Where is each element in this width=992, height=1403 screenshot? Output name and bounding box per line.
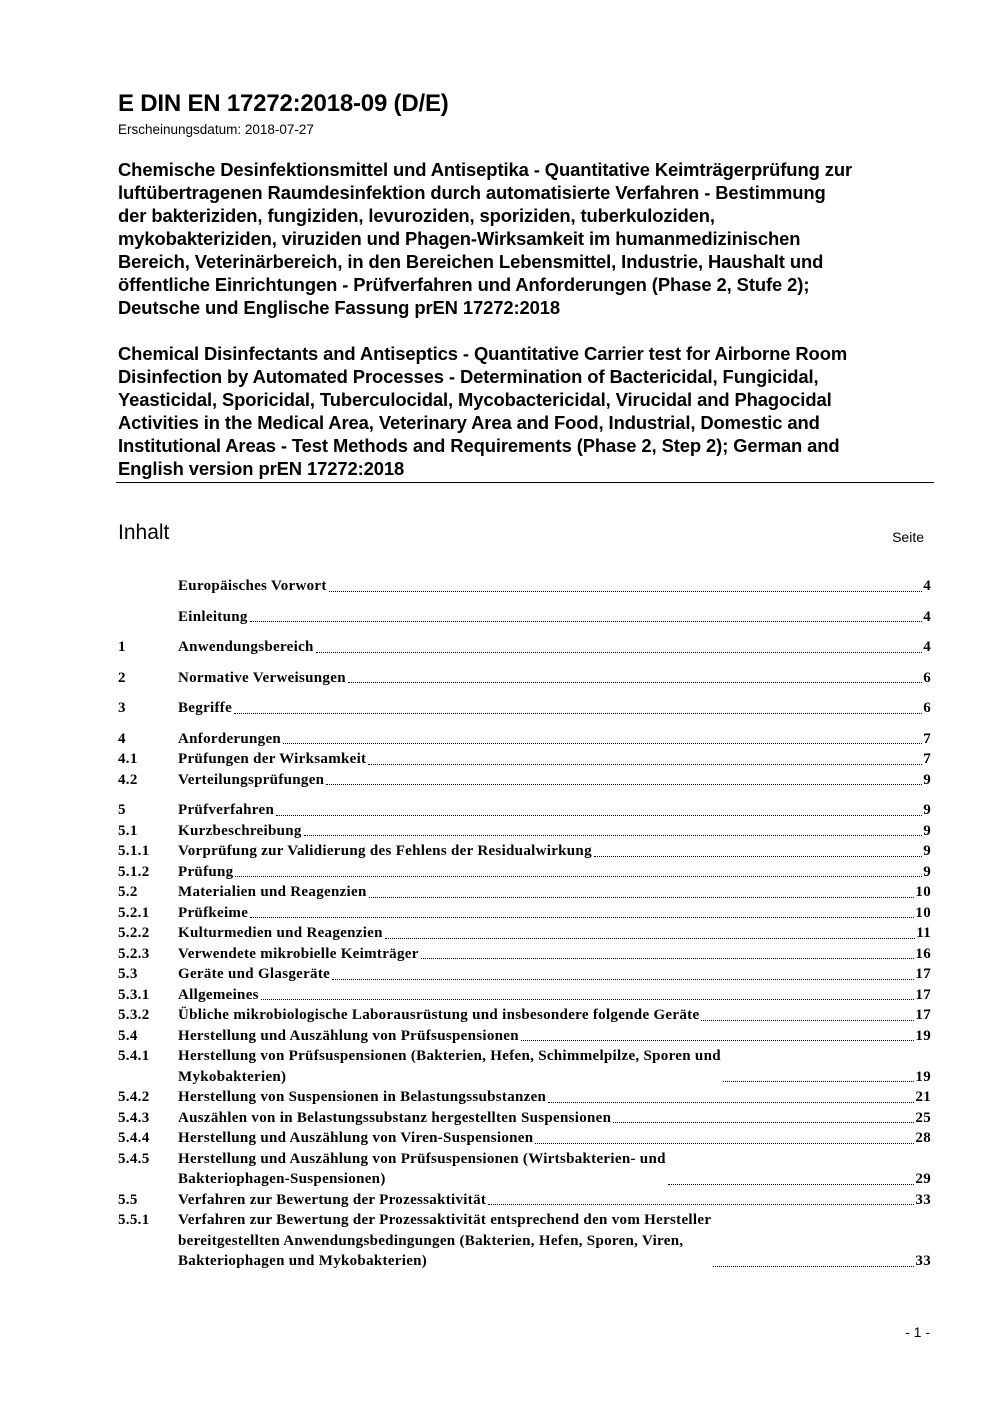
toc-entry-page: 4 [923,639,931,655]
toc-entry-title-line: Einleitung [178,608,248,625]
toc-dot-leader [316,652,923,653]
toc-entry-title [178,964,330,985]
toc-dot-leader [283,743,922,744]
toc-entry-number: 5.3 [118,966,138,982]
toc-entry-title-line: Auszählen von in Belastungssubstanz hergestellten Suspensionen [178,1109,612,1126]
toc-entry-page: 7 [923,730,931,747]
title-line: luftübertragenen Raumdesinfektion durch automatisierte Verfahren - Bestimmung [118,182,826,203]
toc-page-label: Seite [892,529,924,545]
toc-entry-title-line: Prüfung [178,863,234,880]
toc-entry-number: 5.4.2 [118,1089,150,1105]
toc-entry[interactable] [118,1026,931,1047]
toc-entry-number: 1 [118,639,126,655]
toc-entry-title-wrap [178,576,923,597]
table-of-contents [118,576,931,1272]
toc-entry-title-wrap [178,637,923,658]
toc-entry-number: 5.4 [118,1027,138,1044]
toc-dot-leader [668,1184,915,1185]
toc-entry-title [178,862,233,883]
title-line: Institutional Areas - Test Methods and Requirements (Phase 2, Step 2); German and [118,435,840,456]
toc-entry-title [178,944,419,965]
toc-entry[interactable] [118,770,931,791]
toc-entry[interactable] [118,985,931,1006]
toc-heading: Inhalt [118,521,170,544]
toc-dot-leader [304,835,922,836]
toc-entry-number: 5.2.3 [118,945,150,962]
toc-entry[interactable] [118,729,931,750]
toc-entry-title-line: Herstellung und Auszählung von Prüfsuspensionen [178,1027,519,1044]
toc-entry-number: 4.2 [118,771,138,788]
toc-entry-title [178,1046,721,1087]
toc-entry-title [178,576,327,597]
toc-entry-title-wrap [178,749,923,770]
toc-entry-title [178,1190,486,1211]
toc-entry-page: 6 [923,669,931,686]
toc-entry-title [178,749,366,770]
toc-entry[interactable] [118,944,931,965]
toc-entry-number: 5.1.1 [118,843,150,859]
toc-entry-title-line: Vorprüfung zur Validierung des Fehlens der Residualwirkung [178,843,592,859]
document-id: E DIN EN 17272:2018-09 (D/E) [118,90,449,117]
toc-entry-page: 9 [923,843,931,859]
toc-entry[interactable] [118,1108,931,1129]
toc-entry[interactable] [118,749,931,770]
toc-entry-title-line: Anwendungsbereich [178,639,314,655]
toc-dot-leader [261,999,915,1000]
toc-entry[interactable] [118,607,931,628]
title-line: Disinfection by Automated Processes - Determination of Bactericidal, Fungicidal, [118,366,819,387]
toc-entry[interactable] [118,821,931,842]
toc-entry-title [178,637,314,658]
toc-entry-page: 16 [915,945,931,962]
toc-dot-leader [234,713,922,714]
toc-dot-leader [521,1040,915,1041]
title-line: mykobakteriziden, viruziden und Phagen-Wirksamkeit im humanmedizinischen [118,228,801,249]
toc-entry-title-line: Herstellung von Prüfsuspensionen (Bakterien, Hefen, Schimmelpilze, Sporen und [178,1048,721,1064]
toc-entry-title-line: Prüfungen der Wirksamkeit [178,751,367,767]
toc-entry-title-wrap [178,1108,915,1129]
toc-entry-title-line: Verfahren zur Bewertung der Prozessaktivität entsprechend den vom Hersteller [178,1212,712,1228]
toc-entry-title-wrap [178,1087,915,1108]
toc-entry-title-line: Bakteriophagen und Mykobakterien) [178,1253,428,1269]
title-line: der bakteriziden, fungiziden, levuroziden, sporiziden, tuberkuloziden, [118,205,715,226]
toc-entry-page: 25 [915,1109,931,1126]
toc-entry-title [178,1210,711,1272]
toc-entry-title [178,668,346,689]
title-line: Yeasticidal, Sporicidal, Tuberculocidal, Mycobactericidal, Virucidal and Phagocidal [118,389,832,410]
toc-entry-title [178,841,592,862]
toc-entry-title [178,1087,546,1108]
toc-dot-leader [235,876,922,877]
toc-dot-leader [329,591,923,592]
toc-dot-leader [548,1102,914,1103]
toc-entry-title-line: Geräte und Glasgeräte [178,966,331,982]
toc-entry-title-line: Verteilungsprüfungen [178,771,325,788]
toc-entry-title-line: Herstellung und Auszählung von Prüfsuspensionen (Wirtsbakterien- und [178,1150,666,1167]
title-english [118,342,938,480]
toc-entry-title-line: Herstellung und Auszählung von Viren-Suspensionen [178,1130,534,1146]
toc-entry[interactable] [118,1190,931,1211]
toc-entry-number: 5.5 [118,1191,138,1208]
toc-entry-number: 5.5.1 [118,1212,150,1228]
toc-entry[interactable] [118,1046,931,1087]
toc-dot-leader [326,784,922,785]
toc-entry[interactable] [118,1005,931,1026]
toc-entry-page: 33 [915,1253,931,1269]
publication-date: Erscheinungsdatum: 2018-07-27 [118,122,314,137]
toc-entry-title [178,1108,611,1129]
toc-dot-leader [385,938,915,939]
toc-entry[interactable] [118,1087,931,1108]
toc-entry-page: 4 [923,608,931,625]
toc-entry-title-wrap [178,1128,915,1149]
toc-entry-title-wrap [178,964,915,985]
toc-entry[interactable] [118,923,931,944]
toc-entry-title-wrap [178,1005,915,1026]
toc-entry-title [178,821,302,842]
toc-entry-page: 9 [923,771,931,788]
toc-entry-title-line: Bakteriophagen-Suspensionen) [178,1171,386,1187]
toc-entry-number: 4 [118,730,126,747]
toc-dot-leader [594,856,922,857]
toc-dot-leader [713,1266,914,1267]
toc-entry-page: 21 [915,1089,931,1105]
toc-dot-leader [276,815,922,816]
title-line: Activities in the Medical Area, Veterinary Area and Food, Industrial, Domestic and [118,412,820,433]
toc-entry-title [178,770,324,791]
toc-entry[interactable] [118,964,931,985]
toc-entry-page: 10 [915,904,931,921]
toc-entry-title-line: Prüfkeime [178,904,249,921]
title-line: Chemical Disinfectants and Antiseptics - Quantitative Carrier test for Airborne Room [118,343,848,364]
toc-entry-title [178,1149,666,1190]
toc-entry-title-line: Materialien und Reagenzien [178,884,367,900]
toc-entry-page: 19 [915,1068,931,1085]
toc-entry-number: 5.4.5 [118,1150,150,1167]
toc-entry-title [178,923,383,944]
toc-dot-leader [348,682,922,683]
toc-entry[interactable] [118,698,931,719]
toc-entry-number: 5.3.1 [118,986,150,1003]
toc-entry[interactable] [118,882,931,903]
toc-dot-leader [535,1143,914,1144]
toc-entry-number: 5.3.2 [118,1007,150,1023]
toc-dot-leader [723,1081,915,1082]
toc-entry-number: 5.2.1 [118,904,150,921]
toc-entry[interactable] [118,903,931,924]
toc-entry-title-wrap [178,821,923,842]
toc-entry-title-line: Kurzbeschreibung [178,822,302,839]
toc-dot-leader [421,958,915,959]
toc-entry-title [178,1005,699,1026]
toc-entry-title-line: Herstellung von Suspensionen in Belastungssubstanzen [178,1089,547,1105]
toc-dot-leader [701,1020,914,1021]
toc-entry-title-wrap [178,1210,915,1272]
toc-entry-page: 28 [915,1130,931,1146]
toc-entry-page: 33 [915,1191,931,1208]
toc-entry-page: 6 [923,700,931,716]
toc-entry-title [178,729,281,750]
toc-entry-title-line: Mykobakterien) [178,1068,287,1085]
toc-entry-number: 5.4.3 [118,1109,150,1126]
toc-entry-page: 17 [915,966,931,982]
toc-entry-title [178,882,367,903]
toc-entry-title-line: Kulturmedien und Reagenzien [178,925,383,941]
title-line: Chemische Desinfektionsmittel und Antiseptika - Quantitative Keimträgerprüfung zur [118,159,853,180]
toc-entry-page: 17 [915,1007,931,1023]
toc-entry-title [178,800,274,821]
toc-entry-title-line: Europäisches Vorwort [178,578,327,594]
toc-entry-title-line: Übliche mikrobiologische Laborausrüstung und insbesondere folgende Geräte [178,1007,700,1023]
toc-entry-title-wrap [178,729,923,750]
toc-dot-leader [250,621,923,622]
toc-entry-number: 5.4.1 [118,1048,150,1064]
toc-entry[interactable] [118,1149,931,1190]
toc-entry-title-line: bereitgestellten Anwendungsbedingungen (Bakterien, Hefen, Sporen, Viren, [178,1232,684,1249]
toc-entry-title-wrap [178,944,915,965]
toc-entry[interactable] [118,1210,931,1272]
toc-entry-title-line: Verwendete mikrobielle Keimträger [178,945,419,962]
toc-entry-page: 9 [923,802,931,818]
toc-entry-page: 29 [915,1171,931,1187]
title-german [118,158,938,319]
toc-entry-title-line: Normative Verweisungen [178,669,346,686]
title-line: Deutsche und Englische Fassung prEN 17272:2018 [118,297,561,318]
toc-entry-title-wrap [178,862,923,883]
title-line: Bereich, Veterinärbereich, in den Bereichen Lebensmittel, Industrie, Haushalt und [118,251,824,272]
toc-entry-title-wrap [178,800,923,821]
toc-entry-title-wrap [178,1046,915,1087]
toc-entry-title-line: Begriffe [178,700,233,716]
toc-entry-number: 5.2.2 [118,925,150,941]
toc-entry-title-wrap [178,770,923,791]
toc-entry-title-wrap [178,668,923,689]
toc-entry-title-wrap [178,607,923,628]
toc-entry-page: 9 [923,822,931,839]
toc-entry-title-line: Anforderungen [178,730,282,747]
toc-entry-title-wrap [178,903,915,924]
toc-entry[interactable] [118,576,931,597]
toc-dot-leader [368,764,922,765]
toc-dot-leader [250,917,914,918]
toc-entry-title [178,1128,533,1149]
toc-entry-title-wrap [178,882,915,903]
title-line: öffentliche Einrichtungen - Prüfverfahren und Anforderungen (Phase 2, Stufe 2); [118,274,810,295]
toc-entry[interactable] [118,862,931,883]
toc-entry-number: 5.1 [118,822,138,839]
toc-entry-number: 5.2 [118,884,138,900]
toc-entry-title-line: Allgemeines [178,986,259,1003]
toc-entry-title-line: Prüfverfahren [178,802,275,818]
toc-dot-leader [488,1204,914,1205]
toc-entry-number: 5.1.2 [118,863,150,880]
toc-dot-leader [369,897,915,898]
toc-entry-page: 19 [915,1027,931,1044]
toc-entry-title-wrap [178,985,915,1006]
toc-entry-number: 2 [118,669,126,686]
toc-entry-number: 5.4.4 [118,1130,150,1146]
toc-entry-page: 9 [923,863,931,880]
toc-dot-leader [613,1122,914,1123]
toc-entry[interactable] [118,1128,931,1149]
toc-entry-title [178,903,248,924]
toc-entry[interactable] [118,668,931,689]
toc-entry-title [178,985,259,1006]
toc-entry-title [178,698,232,719]
toc-entry-title-line: Verfahren zur Bewertung der Prozessaktivität [178,1191,487,1208]
toc-entry-title [178,607,248,628]
toc-entry-title-wrap [178,698,923,719]
page-number: - 1 - [905,1324,930,1340]
toc-entry[interactable] [118,637,931,658]
toc-entry-page: 7 [923,751,931,767]
toc-entry-page: 17 [915,986,931,1003]
toc-dot-leader [332,979,914,980]
toc-entry-page: 4 [923,578,931,594]
toc-entry-title-wrap [178,923,916,944]
toc-entry-title-wrap [178,1026,915,1047]
toc-entry-page: 10 [915,884,931,900]
toc-entry[interactable] [118,800,931,821]
toc-entry-title [178,1026,519,1047]
toc-entry-page: 11 [916,925,931,941]
toc-entry-number: 5 [118,802,126,818]
toc-entry-title-wrap [178,841,923,862]
title-divider [116,482,934,483]
toc-entry-number: 3 [118,700,126,716]
toc-entry-title-wrap [178,1149,915,1190]
toc-entry[interactable] [118,841,931,862]
title-line: English version prEN 17272:2018 [118,458,405,479]
toc-entry-title-wrap [178,1190,915,1211]
toc-entry-number: 4.1 [118,751,138,767]
